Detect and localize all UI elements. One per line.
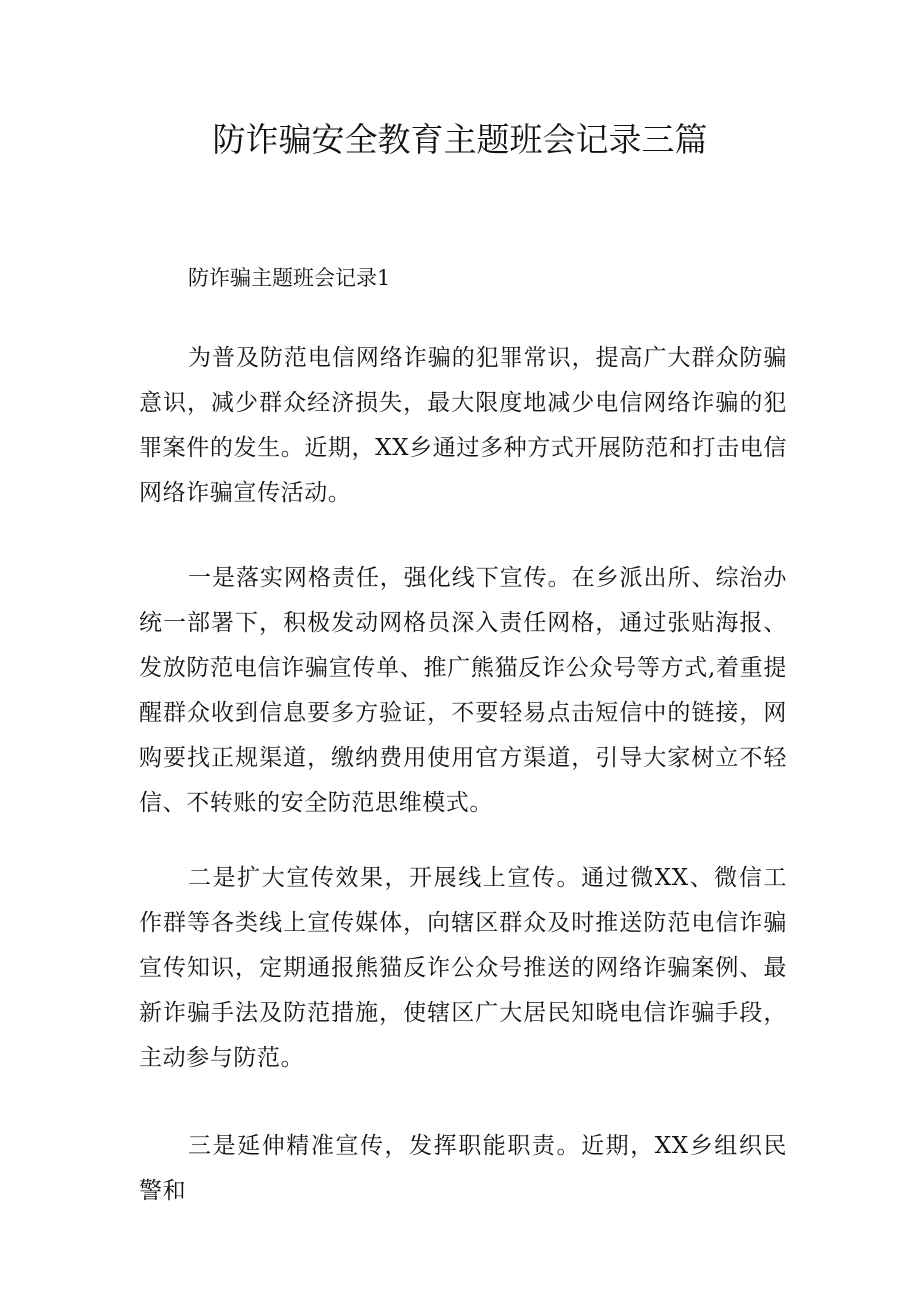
document-title: 防诈骗安全教育主题班会记录三篇 — [212, 120, 708, 159]
paragraph: 三是延伸精准宣传，发挥职能职责。近期，XX乡组织民警和 — [139, 1133, 787, 1204]
paragraph: 为普及防范电信网络诈骗的犯罪常识，提高广大群众防骗意识，减少群众经济损失，最大限度地减少电信网络诈骗的犯罪案件的发生。近期，XX乡通过多种方式开展防范和打击电信网络诈骗宣传活动。 — [139, 345, 787, 506]
paragraph: 一是落实网格责任，强化线下宣传。在乡派出所、综治办统一部署下，积极发动网格员深入责任网格，通过张贴海报、发放防范电信诈骗宣传单、推广熊猫反诈公众号等方式,着重提醒群众收到信息要多方验证，不要轻易点击短信中的链接，网购要找正规渠道，缴纳费用使用官方渠道，引导大家树立不轻信、不转账的安全防范思维模式。 — [139, 565, 787, 816]
section-heading: 防诈骗主题班会记录1 — [188, 266, 391, 290]
paragraph: 二是扩大宣传效果，开展线上宣传。通过微XX、微信工作群等各类线上宣传媒体，向辖区群众及时推送防范电信诈骗宣传知识，定期通报熊猫反诈公众号推送的网络诈骗案例、最新诈骗手法及防范措施，使辖区广大居民知晓电信诈骗手段，主动参与防范。 — [139, 865, 787, 1071]
